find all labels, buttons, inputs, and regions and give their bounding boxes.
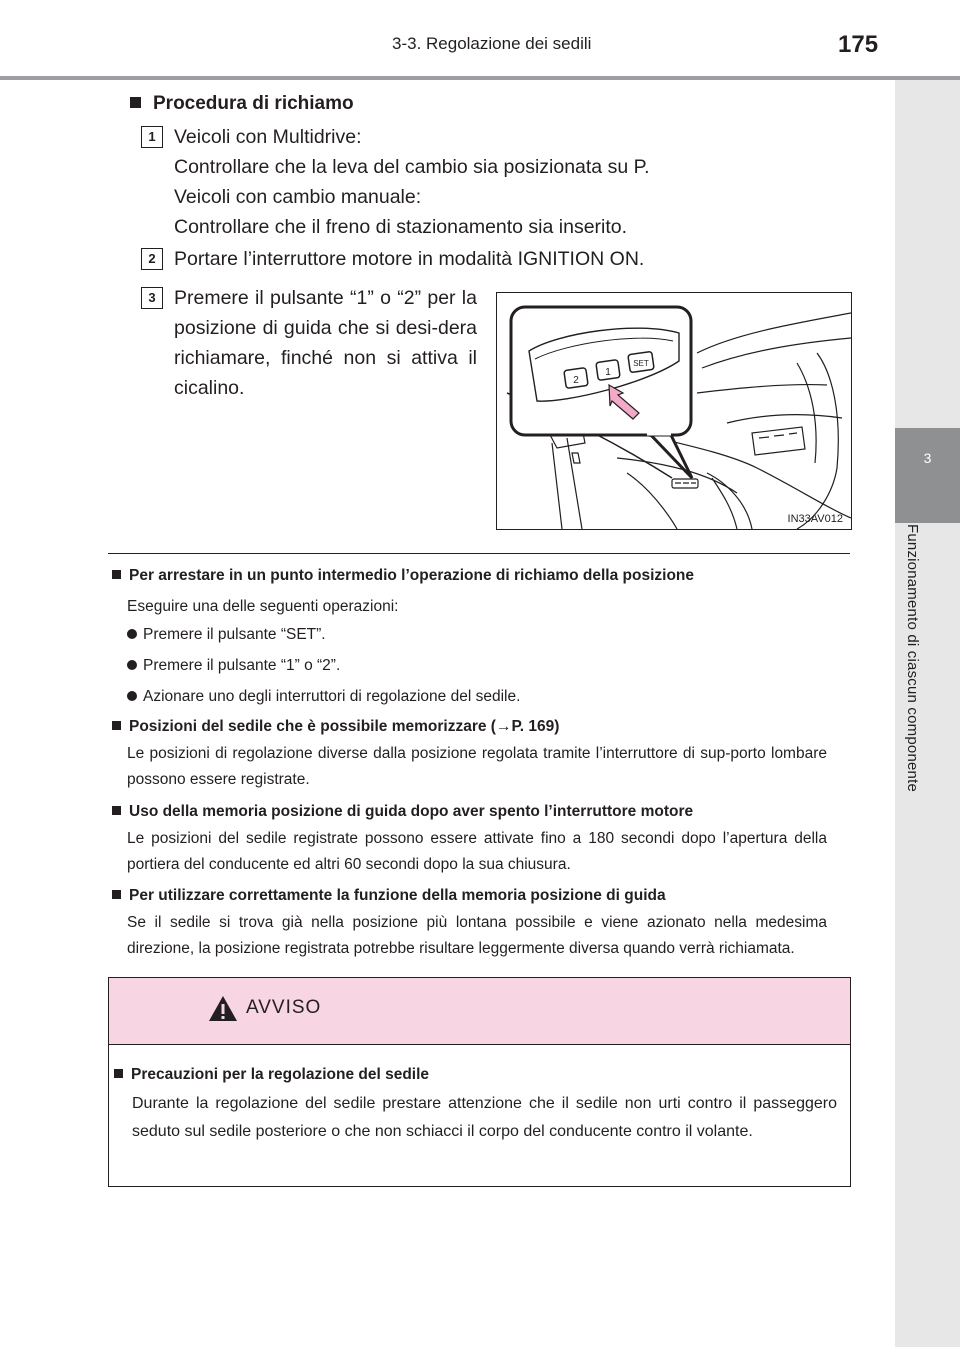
procedure-title: Procedura di richiamo — [130, 93, 354, 115]
square-bullet-icon — [112, 721, 121, 730]
memory-button-set — [628, 351, 654, 372]
warning-header — [109, 978, 850, 1045]
step-number-3: 3 — [141, 287, 163, 309]
square-bullet-icon — [112, 890, 121, 899]
round-bullet-icon — [127, 691, 137, 701]
header-rule — [0, 76, 960, 80]
step-number-1: 1 — [141, 126, 163, 148]
note-4-text: Se il sedile si trova già nella posizione più lontana possibile e viene azionato nella medesima direzione, la posizione registrata potrebbe risultare leggermente diversa quando verrà richiamata. — [127, 914, 827, 957]
memory-button-2 — [564, 368, 588, 389]
chapter-number: 3 — [923, 450, 932, 466]
memory-button-1-label: 1 — [605, 367, 611, 378]
figure-code: IN33AV012 — [787, 513, 843, 525]
warning-label: AVVISO — [246, 997, 322, 1018]
round-bullet-icon — [127, 629, 137, 639]
note-2-text: Le posizioni di regolazione diverse dalla posizione regolata tramite l’interruttore di sup-porto lombare possono essere registrate. — [127, 745, 827, 788]
step-3-text: Premere il pulsante “1” o “2” per la posizione di guida che si desi-dera richiamare, finché non si attiva il cicalino. — [174, 287, 477, 399]
door-panel-illustration — [497, 293, 851, 529]
warning-box — [108, 977, 851, 1187]
note-1-title: Per arrestare in un punto intermedio l’operazione di richiamo della posizione — [112, 567, 694, 585]
note-1-bullet-3: Azionare uno degli interruttori di regolazione del sedile. — [127, 688, 520, 706]
square-bullet-icon — [114, 1069, 123, 1078]
note-1-bullet-1: Premere il pulsante “SET”. — [127, 626, 326, 644]
chapter-title: Funzionamento di ciascun componente — [904, 524, 921, 792]
warning-title: Precauzioni per la regolazione del sedile — [114, 1066, 429, 1084]
square-bullet-icon — [130, 97, 141, 108]
note-1-intro: Eseguire una delle seguenti operazioni: — [127, 598, 399, 615]
step-1-text: Veicoli con Multidrive: Controllare che la leva del cambio sia posizionata su P. Veicoli con cambio manuale: Controllare che il freno di stazionamento sia inserito. — [174, 126, 650, 238]
round-bullet-icon — [127, 660, 137, 670]
memory-button-set-label: SET — [633, 359, 649, 368]
step-2-text: Portare l’interruttore motore in modalità IGNITION ON. — [174, 248, 645, 270]
note-2-title: Posizioni del sedile che è possibile memorizzare (→P. 169) — [112, 718, 559, 736]
memory-button-1 — [596, 360, 620, 381]
memory-button-2-label: 2 — [573, 375, 579, 386]
chapter-tab[interactable] — [895, 428, 960, 523]
note-1-bullet-2: Premere il pulsante “1” o “2”. — [127, 657, 340, 675]
square-bullet-icon — [112, 806, 121, 815]
section-divider — [108, 553, 850, 554]
warning-text: Durante la regolazione del sedile prestare attenzione che il sedile non urti contro il passeggero seduto sul sedile posteriore o che non schiacci il corpo del conducente contro il volante. — [132, 1095, 837, 1140]
note-3-title: Uso della memoria posizione di guida dopo aver spento l’interruttore motore — [112, 803, 693, 821]
page-number: 175 — [838, 31, 879, 58]
step-number-2: 2 — [141, 248, 163, 270]
note-3-text: Le posizioni del sedile registrate possono essere attivate fino a 180 secondi dopo l’apertura della portiera del conducente ed altri 60 secondi dopo la sua chiusura. — [127, 830, 827, 873]
warning-triangle-icon — [208, 995, 238, 1022]
section-title: 3-3. Regolazione dei sedili — [392, 34, 592, 53]
note-4-title: Per utilizzare correttamente la funzione della memoria posizione di guida — [112, 887, 666, 905]
memory-switch-figure — [496, 292, 852, 530]
square-bullet-icon — [112, 570, 121, 579]
